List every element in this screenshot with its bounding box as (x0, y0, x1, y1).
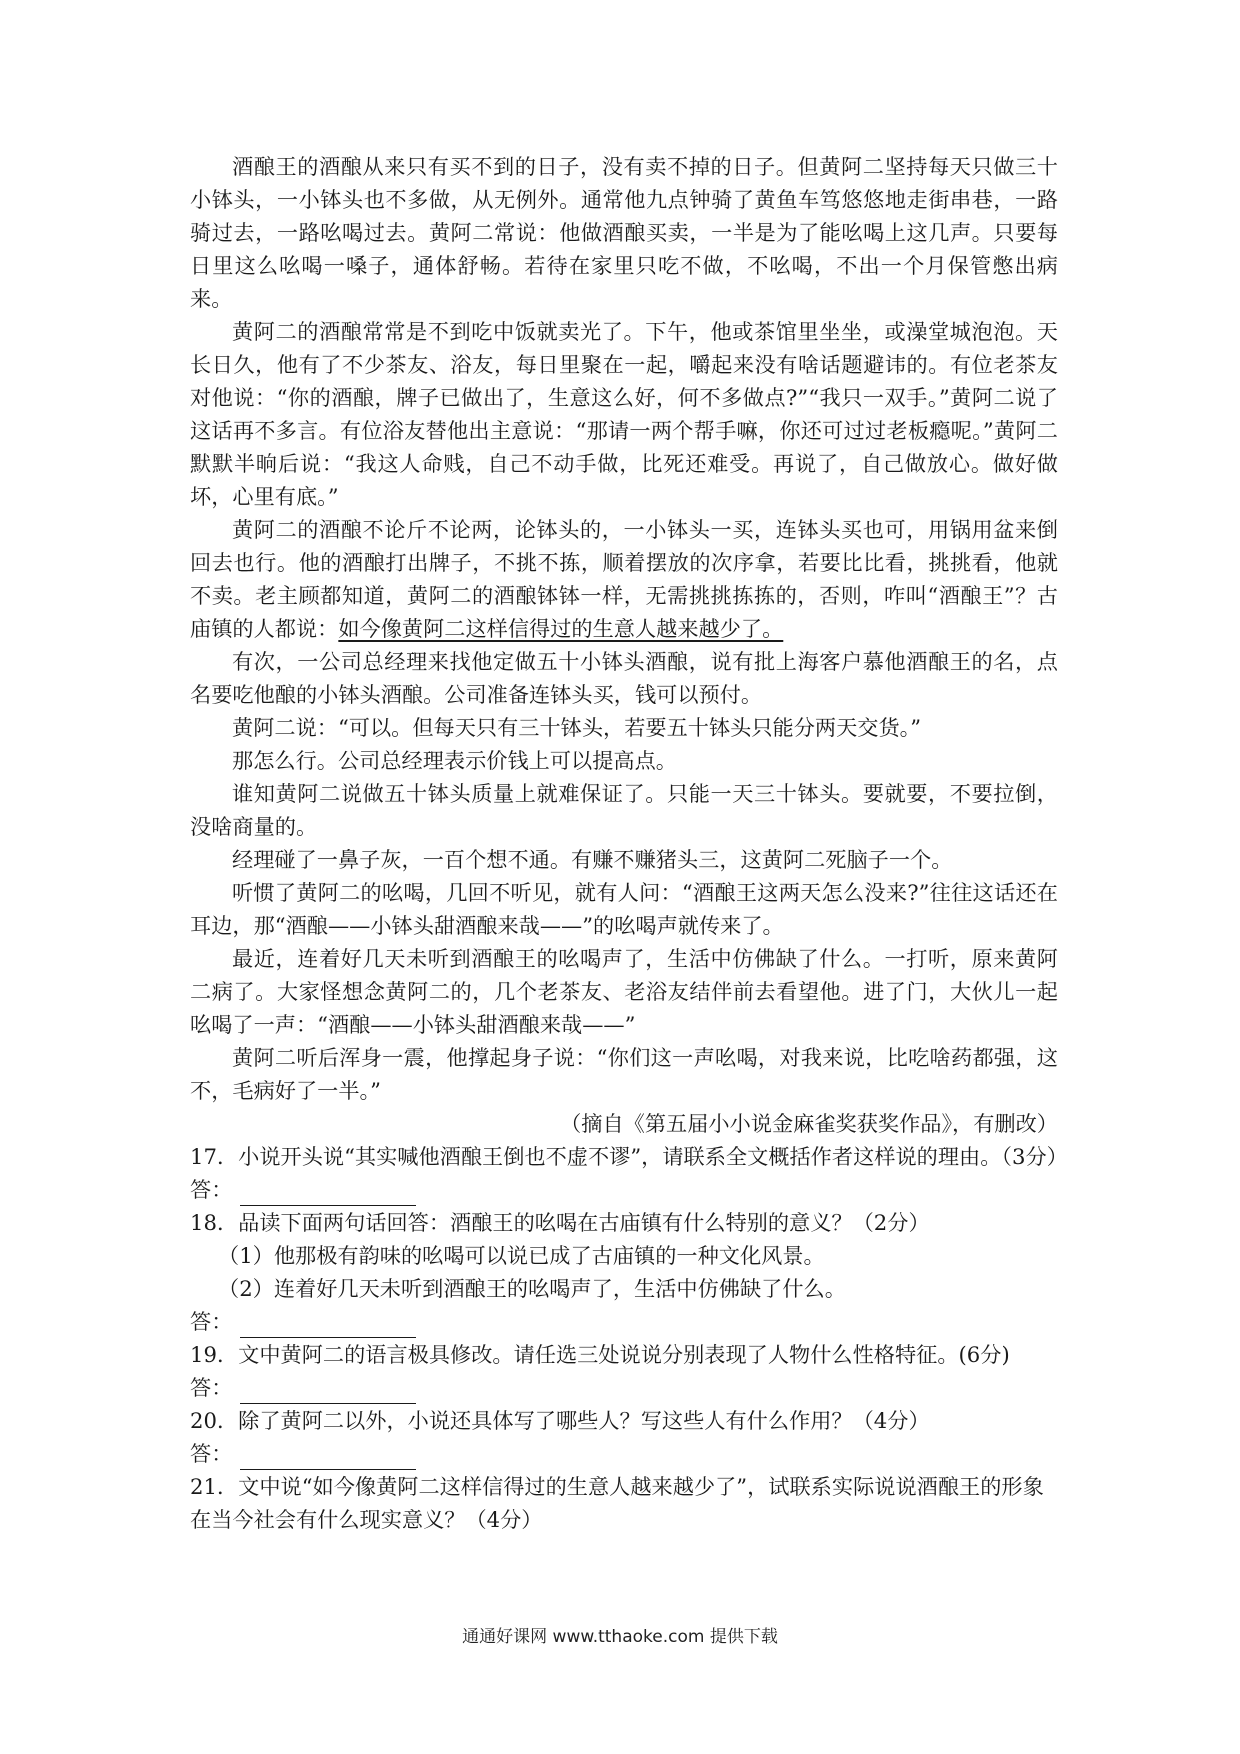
story-paragraph-10: 最近，连着好几天未听到酒酿王的吆喝声了，生活中仿佛缺了什么。一打听，原来黄阿二病了。大家怪想念黄阿二的，几个老茶友、老浴友结伴前去看望他。进了门，大伙儿一起吆喝了一声：“酒酿——小钵头甜酒酿来哉——” (190, 946, 1058, 1037)
answer-label: 答： (190, 1309, 233, 1334)
page-footer: 通通好课网 www.tthaoke.com 提供下载 (462, 1627, 778, 1647)
question-18-sentence-1: （1）他那极有韵味的吆喝可以说已成了古庙镇的一种文化风景。 (218, 1243, 825, 1268)
answer-blank-17[interactable] (240, 1183, 416, 1206)
source-citation: （摘自《第五届小小说金麻雀奖获奖作品》，有删改） (560, 1111, 1058, 1136)
question-19: 19．文中黄阿二的语言极具修改。请任选三处说说分别表现了人物什么性格特征。(6分) (190, 1342, 1010, 1367)
answer-blank-20[interactable] (240, 1447, 416, 1470)
story-paragraph-11: 黄阿二听后浑身一震，他撑起身子说：“你们这一声吆喝，对我来说，比吃啥药都强，这不，毛病好了一半。” (190, 1045, 1058, 1103)
underlined-sentence: 如今像黄阿二这样信得过的生意人越来越少了。 (338, 616, 784, 641)
question-17: 17．小说开头说“其实喊他酒酿王倒也不虚不谬”，请联系全文概括作者这样说的理由。（3分） (190, 1144, 1068, 1169)
answer-20 (190, 1437, 1058, 1470)
paragraph-3-text: 黄阿二的酒酿不论斤不论两，论钵头的，一小钵头一买，连钵头买也可，用锅用盆来倒回去也行。他的酒酿打出牌子，不挑不拣，顺着摆放的次序拿，若要比比看，挑挑看，他就不卖。老主顾都知道，黄阿二的酒酿钵钵一样，无需挑挑拣拣的，否则，咋叫“酒酿王”？古庙镇的人都说： (190, 517, 1058, 641)
document-page (190, 150, 1068, 1536)
answer-label: 答： (190, 1177, 233, 1202)
answer-label: 答： (190, 1441, 233, 1466)
question-18: 18．品读下面两句话回答：酒酿王的吆喝在古庙镇有什么特别的意义？（2分） (190, 1210, 930, 1235)
story-paragraph-9: 听惯了黄阿二的吆喝，几回不听见，就有人问：“酒酿王这两天怎么没来?”往往这话还在耳边，那“酒酿——小钵头甜酒酿来哉——”的吆喝声就传来了。 (190, 880, 1058, 938)
story-paragraph-1: 酒酿王的酒酿从来只有买不到的日子，没有卖不掉的日子。但黄阿二坚持每天只做三十小钵头，一小钵头也不多做，从无例外。通常他九点钟骑了黄鱼车笃悠悠地走街串巷，一路骑过去，一路吆喝过去。黄阿二常说：他做酒酿买卖，一半是为了能吆喝上这几声。只要每日里这么吆喝一嗓子，通体舒畅。若待在家里只吃不做，不吆喝，不出一个月保管憋出病来。 (190, 154, 1058, 311)
story-paragraph-5: 黄阿二说：“可以。但每天只有三十钵头，若要五十钵头只能分两天交货。” (232, 715, 922, 740)
question-21: 21．文中说“如今像黄阿二这样信得过的生意人越来越少了”，试联系实际说说酒酿王的形象在当今社会有什么现实意义？（4分） (190, 1474, 1044, 1532)
answer-label: 答： (190, 1375, 233, 1400)
story-paragraph-6: 那怎么行。公司总经理表示价钱上可以提高点。 (232, 748, 677, 773)
answer-blank-18[interactable] (240, 1315, 416, 1338)
answer-blank-19[interactable] (240, 1381, 416, 1404)
answer-19 (190, 1371, 1058, 1404)
story-paragraph-8: 经理碰了一鼻子灰，一百个想不通。有赚不赚猪头三，这黄阿二死脑子一个。 (232, 847, 953, 872)
question-18-sentence-2: （2）连着好几天未听到酒酿王的吆喝声了，生活中仿佛缺了什么。 (218, 1276, 846, 1301)
story-paragraph-4: 有次，一公司总经理来找他定做五十小钵头酒酿，说有批上海客户慕他酒酿王的名，点名要吃他酿的小钵头酒酿。公司准备连钵头买，钱可以预付。 (190, 649, 1058, 707)
story-paragraph-7: 谁知黄阿二说做五十钵头质量上就难保证了。只能一天三十钵头。要就要，不要拉倒，没啥商量的。 (190, 781, 1058, 839)
answer-18 (190, 1305, 1058, 1338)
question-20: 20．除了黄阿二以外，小说还具体写了哪些人？写这些人有什么作用？（4分） (190, 1408, 930, 1433)
story-paragraph-2: 黄阿二的酒酿常常是不到吃中饭就卖光了。下午，他或茶馆里坐坐，或澡堂城泡泡。天长日久，他有了不少茶友、浴友，每日里聚在一起，嚼起来没有啥话题避讳的。有位老茶友对他说：“你的酒酿，牌子已做出了，生意这么好，何不多做点?”“我只一双手。”黄阿二说了这话再不多言。有位浴友替他出主意说：“那请一两个帮手嘛，你还可过过老板瘾呢。”黄阿二默默半晌后说：“我这人命贱，自己不动手做，比死还难受。再说了，自己做放心。做好做坏，心里有底。” (190, 319, 1058, 509)
story-paragraph-3 (190, 513, 1058, 645)
answer-17 (190, 1173, 1058, 1206)
